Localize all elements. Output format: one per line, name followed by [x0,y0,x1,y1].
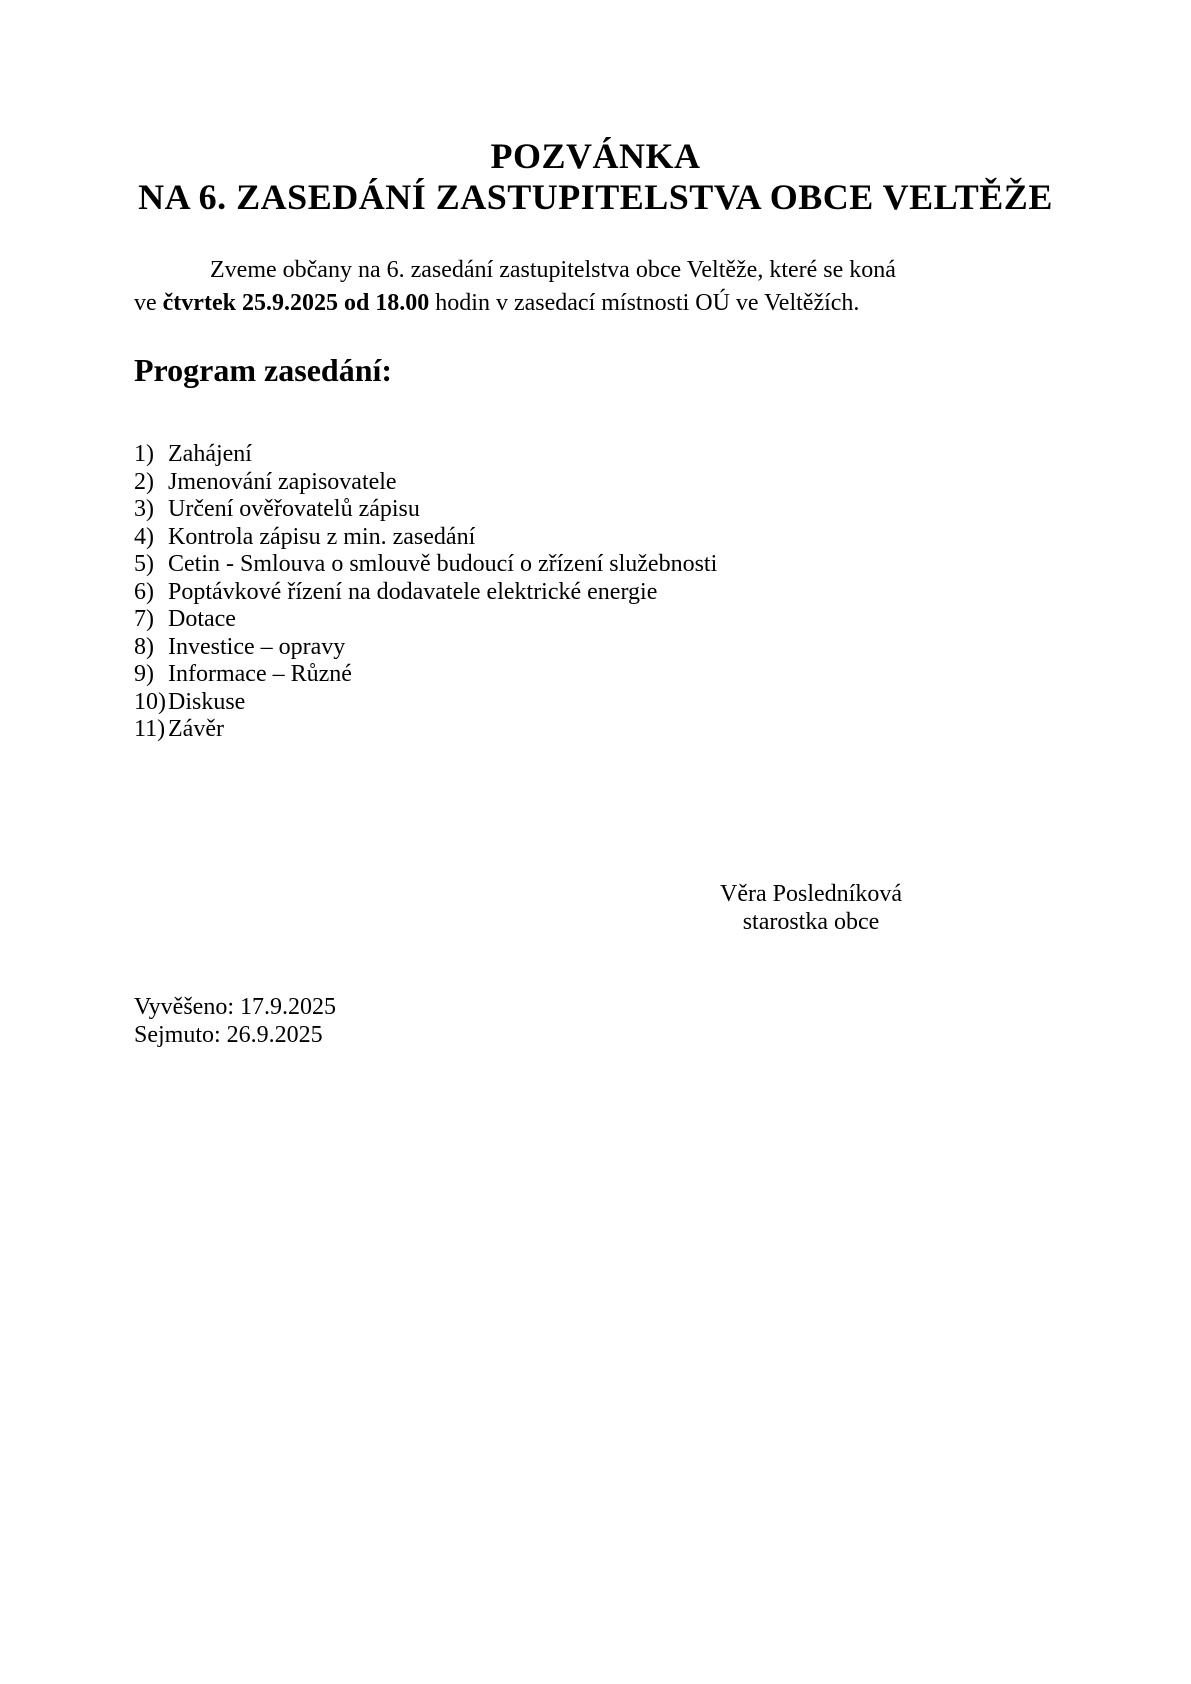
intro-paragraph [134,254,974,320]
list-item [134,524,1034,552]
list-item [134,441,1034,469]
list-item-number: 9) [134,661,154,687]
list-item-text: Investice – opravy [168,633,346,660]
list-item-number: 3) [134,496,154,522]
intro-line2-pre: ve [134,290,163,316]
list-item [134,661,1034,689]
list-item-text: Závěr [168,716,224,742]
list-item-number: 11) [134,716,166,742]
list-item-number: 7) [134,606,154,632]
list-item [134,716,1034,744]
removed-date: Sejmuto: 26.9.2025 [134,1022,323,1048]
document-title-line2: NA 6. ZASEDÁNÍ ZASTUPITELSTVA OBCE VELTĚŽE [138,177,1053,217]
intro-line2-post: hodin v zasedací místnosti OÚ ve Veltěžích. [429,290,860,316]
list-item [134,551,1034,579]
list-item-text: Informace – Různé [168,661,352,687]
list-item-text: Dotace [168,606,236,632]
list-item [134,606,1034,634]
list-item-number: 10) [134,688,166,715]
signature-block [593,880,1029,936]
list-item-number: 5) [134,551,154,577]
list-item [134,634,1034,662]
list-item-text: Jmenování zapisovatele [168,468,397,495]
posting-dates [134,993,336,1049]
list-item-text: Zahájení [168,441,252,467]
document-title [0,136,1191,218]
list-item-number: 4) [134,523,154,550]
list-item-number: 2) [134,468,154,495]
list-item-number: 1) [134,441,154,467]
document-title-line1: POZVÁNKA [490,136,701,176]
list-item-text: Poptávkové řízení na dodavatele elektrické energie [168,578,658,605]
signature-name: Věra Posledníková [720,881,902,907]
list-item [134,579,1034,607]
list-item-number: 6) [134,578,154,605]
list-item-text: Diskuse [168,688,246,715]
list-item [134,469,1034,497]
posted-date: Vyvěšeno: 17.9.2025 [134,994,336,1020]
program-heading: Program zasedání: [134,352,393,388]
list-item-number: 8) [134,633,154,660]
list-item-text: Určení ověřovatelů zápisu [168,496,420,522]
intro-line1: Zveme občany na 6. zasedání zastupitelstva obce Veltěže, které se koná [210,257,896,283]
program-list [134,441,1034,744]
intro-line2-datetime: čtvrtek 25.9.2025 od 18.00 [162,290,430,316]
list-item-text: Kontrola zápisu z min. zasedání [168,523,476,550]
list-item [134,496,1034,524]
signature-role: starostka obce [742,909,880,935]
list-item-text: Cetin - Smlouva o smlouvě budoucí o zřízení služebnosti [168,551,718,577]
list-item [134,689,1034,717]
